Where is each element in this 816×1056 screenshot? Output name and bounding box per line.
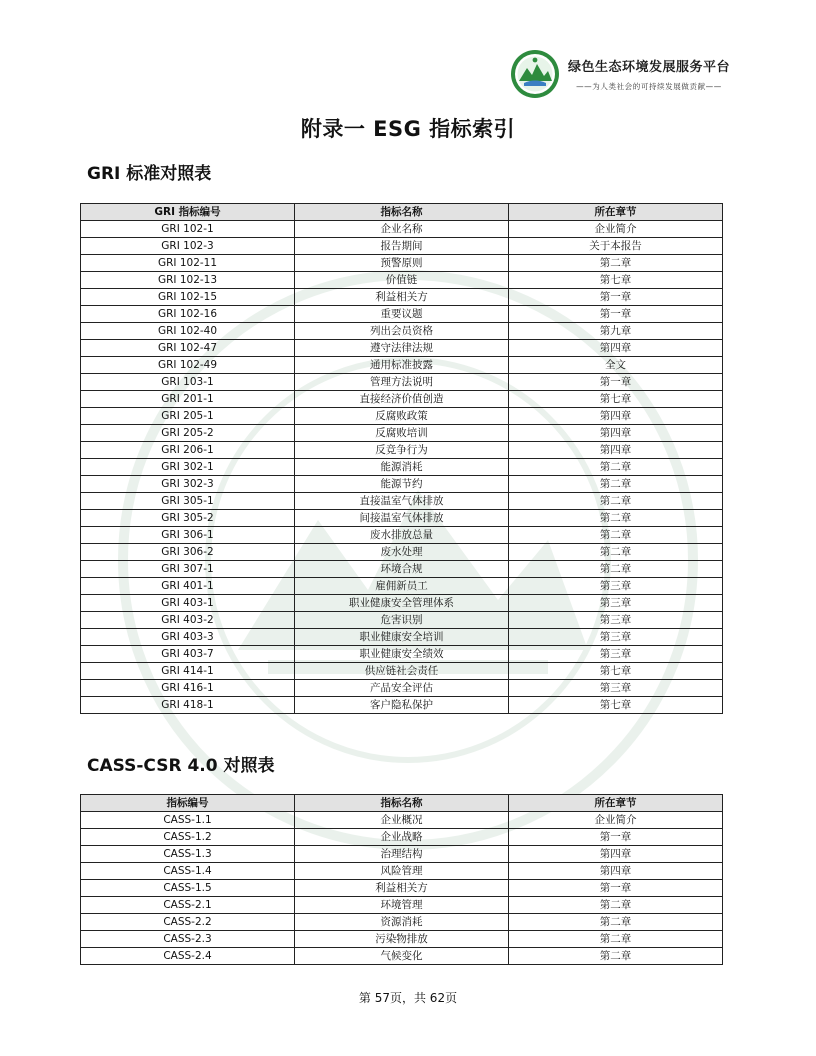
column-header: 所在章节 <box>509 204 723 221</box>
indicator-code-cell: GRI 102-15 <box>81 289 295 306</box>
chapter-cell: 第二章 <box>509 544 723 561</box>
indicator-name-cell: 反竞争行为 <box>295 442 509 459</box>
chapter-cell: 第九章 <box>509 323 723 340</box>
table-row <box>81 829 723 846</box>
chapter-cell: 第四章 <box>509 442 723 459</box>
table-row <box>81 914 723 931</box>
indicator-code-cell: GRI 305-2 <box>81 510 295 527</box>
indicator-code-cell: GRI 403-2 <box>81 612 295 629</box>
chapter-cell: 第三章 <box>509 680 723 697</box>
chapter-cell: 第二章 <box>509 527 723 544</box>
table-row <box>81 476 723 493</box>
indicator-code-cell: GRI 102-16 <box>81 306 295 323</box>
indicator-code-cell: CASS-1.1 <box>81 812 295 829</box>
table-row <box>81 391 723 408</box>
cass-section-title: CASS-CSR 4.0 对照表 <box>87 756 275 776</box>
indicator-code-cell: GRI 206-1 <box>81 442 295 459</box>
green-ecology-seal-icon <box>510 49 560 99</box>
chapter-cell: 第二章 <box>509 476 723 493</box>
indicator-name-cell: 供应链社会责任 <box>295 663 509 680</box>
table-row <box>81 948 723 965</box>
indicator-code-cell: GRI 305-1 <box>81 493 295 510</box>
chapter-cell: 企业简介 <box>509 812 723 829</box>
table-row <box>81 561 723 578</box>
table-row <box>81 238 723 255</box>
chapter-cell: 第二章 <box>509 931 723 948</box>
indicator-code-cell: GRI 403-3 <box>81 629 295 646</box>
chapter-cell: 第二章 <box>509 493 723 510</box>
indicator-name-cell: 直接温室气体排放 <box>295 493 509 510</box>
indicator-code-cell: GRI 205-1 <box>81 408 295 425</box>
chapter-cell: 第四章 <box>509 846 723 863</box>
table-row <box>81 408 723 425</box>
indicator-name-cell: 管理方法说明 <box>295 374 509 391</box>
chapter-cell: 第一章 <box>509 374 723 391</box>
indicator-code-cell: GRI 302-1 <box>81 459 295 476</box>
indicator-name-cell: 废水处理 <box>295 544 509 561</box>
gri-table <box>80 203 723 714</box>
table-row <box>81 289 723 306</box>
indicator-code-cell: GRI 416-1 <box>81 680 295 697</box>
gri-table-body <box>81 221 723 714</box>
indicator-code-cell: GRI 307-1 <box>81 561 295 578</box>
indicator-name-cell: 职业健康安全培训 <box>295 629 509 646</box>
chapter-cell: 第一章 <box>509 880 723 897</box>
org-slogan: ——为人类社会的可持续发展做贡献—— <box>576 82 722 91</box>
indicator-code-cell: GRI 102-49 <box>81 357 295 374</box>
org-name: 绿色生态环境发展服务平台 <box>567 60 730 75</box>
indicator-code-cell: GRI 306-2 <box>81 544 295 561</box>
chapter-cell: 第二章 <box>509 897 723 914</box>
chapter-cell: 第四章 <box>509 425 723 442</box>
indicator-name-cell: 报告期间 <box>295 238 509 255</box>
indicator-name-cell: 危害识别 <box>295 612 509 629</box>
table-row <box>81 680 723 697</box>
table-row <box>81 697 723 714</box>
column-header: 指标编号 <box>81 795 295 812</box>
table-row <box>81 306 723 323</box>
indicator-code-cell: CASS-2.4 <box>81 948 295 965</box>
table-row <box>81 255 723 272</box>
indicator-code-cell: GRI 306-1 <box>81 527 295 544</box>
indicator-name-cell: 资源消耗 <box>295 914 509 931</box>
chapter-cell: 第四章 <box>509 340 723 357</box>
indicator-name-cell: 客户隐私保护 <box>295 697 509 714</box>
table-row <box>81 880 723 897</box>
indicator-name-cell: 预警原则 <box>295 255 509 272</box>
indicator-name-cell: 气候变化 <box>295 948 509 965</box>
indicator-code-cell: GRI 102-11 <box>81 255 295 272</box>
chapter-cell: 第四章 <box>509 408 723 425</box>
indicator-name-cell: 能源节约 <box>295 476 509 493</box>
table-row <box>81 663 723 680</box>
indicator-name-cell: 反腐败政策 <box>295 408 509 425</box>
page-number: 第 57页，共 62页 <box>358 991 458 1005</box>
indicator-name-cell: 通用标准披露 <box>295 357 509 374</box>
chapter-cell: 第三章 <box>509 595 723 612</box>
chapter-cell: 全文 <box>509 357 723 374</box>
indicator-name-cell: 遵守法律法规 <box>295 340 509 357</box>
indicator-name-cell: 价值链 <box>295 272 509 289</box>
column-header: 所在章节 <box>509 795 723 812</box>
chapter-cell: 第二章 <box>509 948 723 965</box>
column-header: 指标名称 <box>295 204 509 221</box>
chapter-cell: 第三章 <box>509 578 723 595</box>
indicator-name-cell: 企业名称 <box>295 221 509 238</box>
table-row <box>81 425 723 442</box>
indicator-code-cell: GRI 403-7 <box>81 646 295 663</box>
chapter-cell: 第一章 <box>509 306 723 323</box>
indicator-name-cell: 企业战略 <box>295 829 509 846</box>
chapter-cell: 第三章 <box>509 646 723 663</box>
column-header: 指标名称 <box>295 795 509 812</box>
chapter-cell: 第七章 <box>509 663 723 680</box>
table-row <box>81 897 723 914</box>
indicator-name-cell: 企业概况 <box>295 812 509 829</box>
chapter-cell: 第四章 <box>509 863 723 880</box>
table-row <box>81 442 723 459</box>
table-header-row <box>81 795 723 812</box>
table-row <box>81 272 723 289</box>
table-row <box>81 846 723 863</box>
chapter-cell: 第二章 <box>509 255 723 272</box>
chapter-cell: 第二章 <box>509 561 723 578</box>
table-row <box>81 578 723 595</box>
indicator-code-cell: CASS-1.5 <box>81 880 295 897</box>
indicator-name-cell: 治理结构 <box>295 846 509 863</box>
table-row <box>81 357 723 374</box>
chapter-cell: 第七章 <box>509 697 723 714</box>
indicator-name-cell: 环境管理 <box>295 897 509 914</box>
indicator-name-cell: 职业健康安全绩效 <box>295 646 509 663</box>
indicator-name-cell: 反腐败培训 <box>295 425 509 442</box>
indicator-code-cell: GRI 414-1 <box>81 663 295 680</box>
table-row <box>81 931 723 948</box>
indicator-code-cell: CASS-1.4 <box>81 863 295 880</box>
table-row <box>81 544 723 561</box>
table-row <box>81 340 723 357</box>
indicator-name-cell: 风险管理 <box>295 863 509 880</box>
chapter-cell: 第三章 <box>509 629 723 646</box>
indicator-code-cell: CASS-2.3 <box>81 931 295 948</box>
indicator-code-cell: GRI 205-2 <box>81 425 295 442</box>
indicator-code-cell: CASS-2.1 <box>81 897 295 914</box>
table-row <box>81 812 723 829</box>
table-header-row <box>81 204 723 221</box>
page-title: 附录一 ESG 指标索引 <box>300 117 516 141</box>
table-row <box>81 493 723 510</box>
chapter-cell: 第七章 <box>509 272 723 289</box>
chapter-cell: 第三章 <box>509 612 723 629</box>
indicator-code-cell: GRI 302-3 <box>81 476 295 493</box>
indicator-code-cell: GRI 102-40 <box>81 323 295 340</box>
indicator-name-cell: 职业健康安全管理体系 <box>295 595 509 612</box>
chapter-cell: 第二章 <box>509 459 723 476</box>
indicator-code-cell: CASS-1.3 <box>81 846 295 863</box>
table-row <box>81 323 723 340</box>
table-row <box>81 863 723 880</box>
indicator-code-cell: GRI 103-1 <box>81 374 295 391</box>
chapter-cell: 第一章 <box>509 829 723 846</box>
column-header: GRI 指标编号 <box>81 204 295 221</box>
indicator-name-cell: 污染物排放 <box>295 931 509 948</box>
table-row <box>81 374 723 391</box>
indicator-name-cell: 间接温室气体排放 <box>295 510 509 527</box>
gri-section-title: GRI 标准对照表 <box>87 164 212 184</box>
chapter-cell: 第一章 <box>509 289 723 306</box>
indicator-code-cell: GRI 201-1 <box>81 391 295 408</box>
table-row <box>81 646 723 663</box>
chapter-cell: 第七章 <box>509 391 723 408</box>
indicator-name-cell: 能源消耗 <box>295 459 509 476</box>
indicator-code-cell: GRI 102-47 <box>81 340 295 357</box>
indicator-name-cell: 重要议题 <box>295 306 509 323</box>
indicator-name-cell: 利益相关方 <box>295 289 509 306</box>
indicator-name-cell: 雇佣新员工 <box>295 578 509 595</box>
table-row <box>81 221 723 238</box>
table-row <box>81 527 723 544</box>
indicator-code-cell: GRI 403-1 <box>81 595 295 612</box>
indicator-code-cell: GRI 102-3 <box>81 238 295 255</box>
indicator-code-cell: CASS-2.2 <box>81 914 295 931</box>
indicator-name-cell: 产品安全评估 <box>295 680 509 697</box>
indicator-name-cell: 环境合规 <box>295 561 509 578</box>
chapter-cell: 第二章 <box>509 510 723 527</box>
indicator-code-cell: GRI 418-1 <box>81 697 295 714</box>
indicator-code-cell: GRI 102-13 <box>81 272 295 289</box>
indicator-name-cell: 利益相关方 <box>295 880 509 897</box>
table-row <box>81 459 723 476</box>
table-row <box>81 629 723 646</box>
indicator-name-cell: 废水排放总量 <box>295 527 509 544</box>
table-row <box>81 612 723 629</box>
cass-table <box>80 794 723 965</box>
chapter-cell: 企业简介 <box>509 221 723 238</box>
indicator-code-cell: GRI 102-1 <box>81 221 295 238</box>
indicator-code-cell: CASS-1.2 <box>81 829 295 846</box>
table-row <box>81 510 723 527</box>
table-row <box>81 595 723 612</box>
chapter-cell: 第二章 <box>509 914 723 931</box>
indicator-name-cell: 直接经济价值创造 <box>295 391 509 408</box>
indicator-code-cell: GRI 401-1 <box>81 578 295 595</box>
indicator-name-cell: 列出会员资格 <box>295 323 509 340</box>
page-header <box>510 48 730 100</box>
chapter-cell: 关于本报告 <box>509 238 723 255</box>
cass-table-body <box>81 812 723 965</box>
